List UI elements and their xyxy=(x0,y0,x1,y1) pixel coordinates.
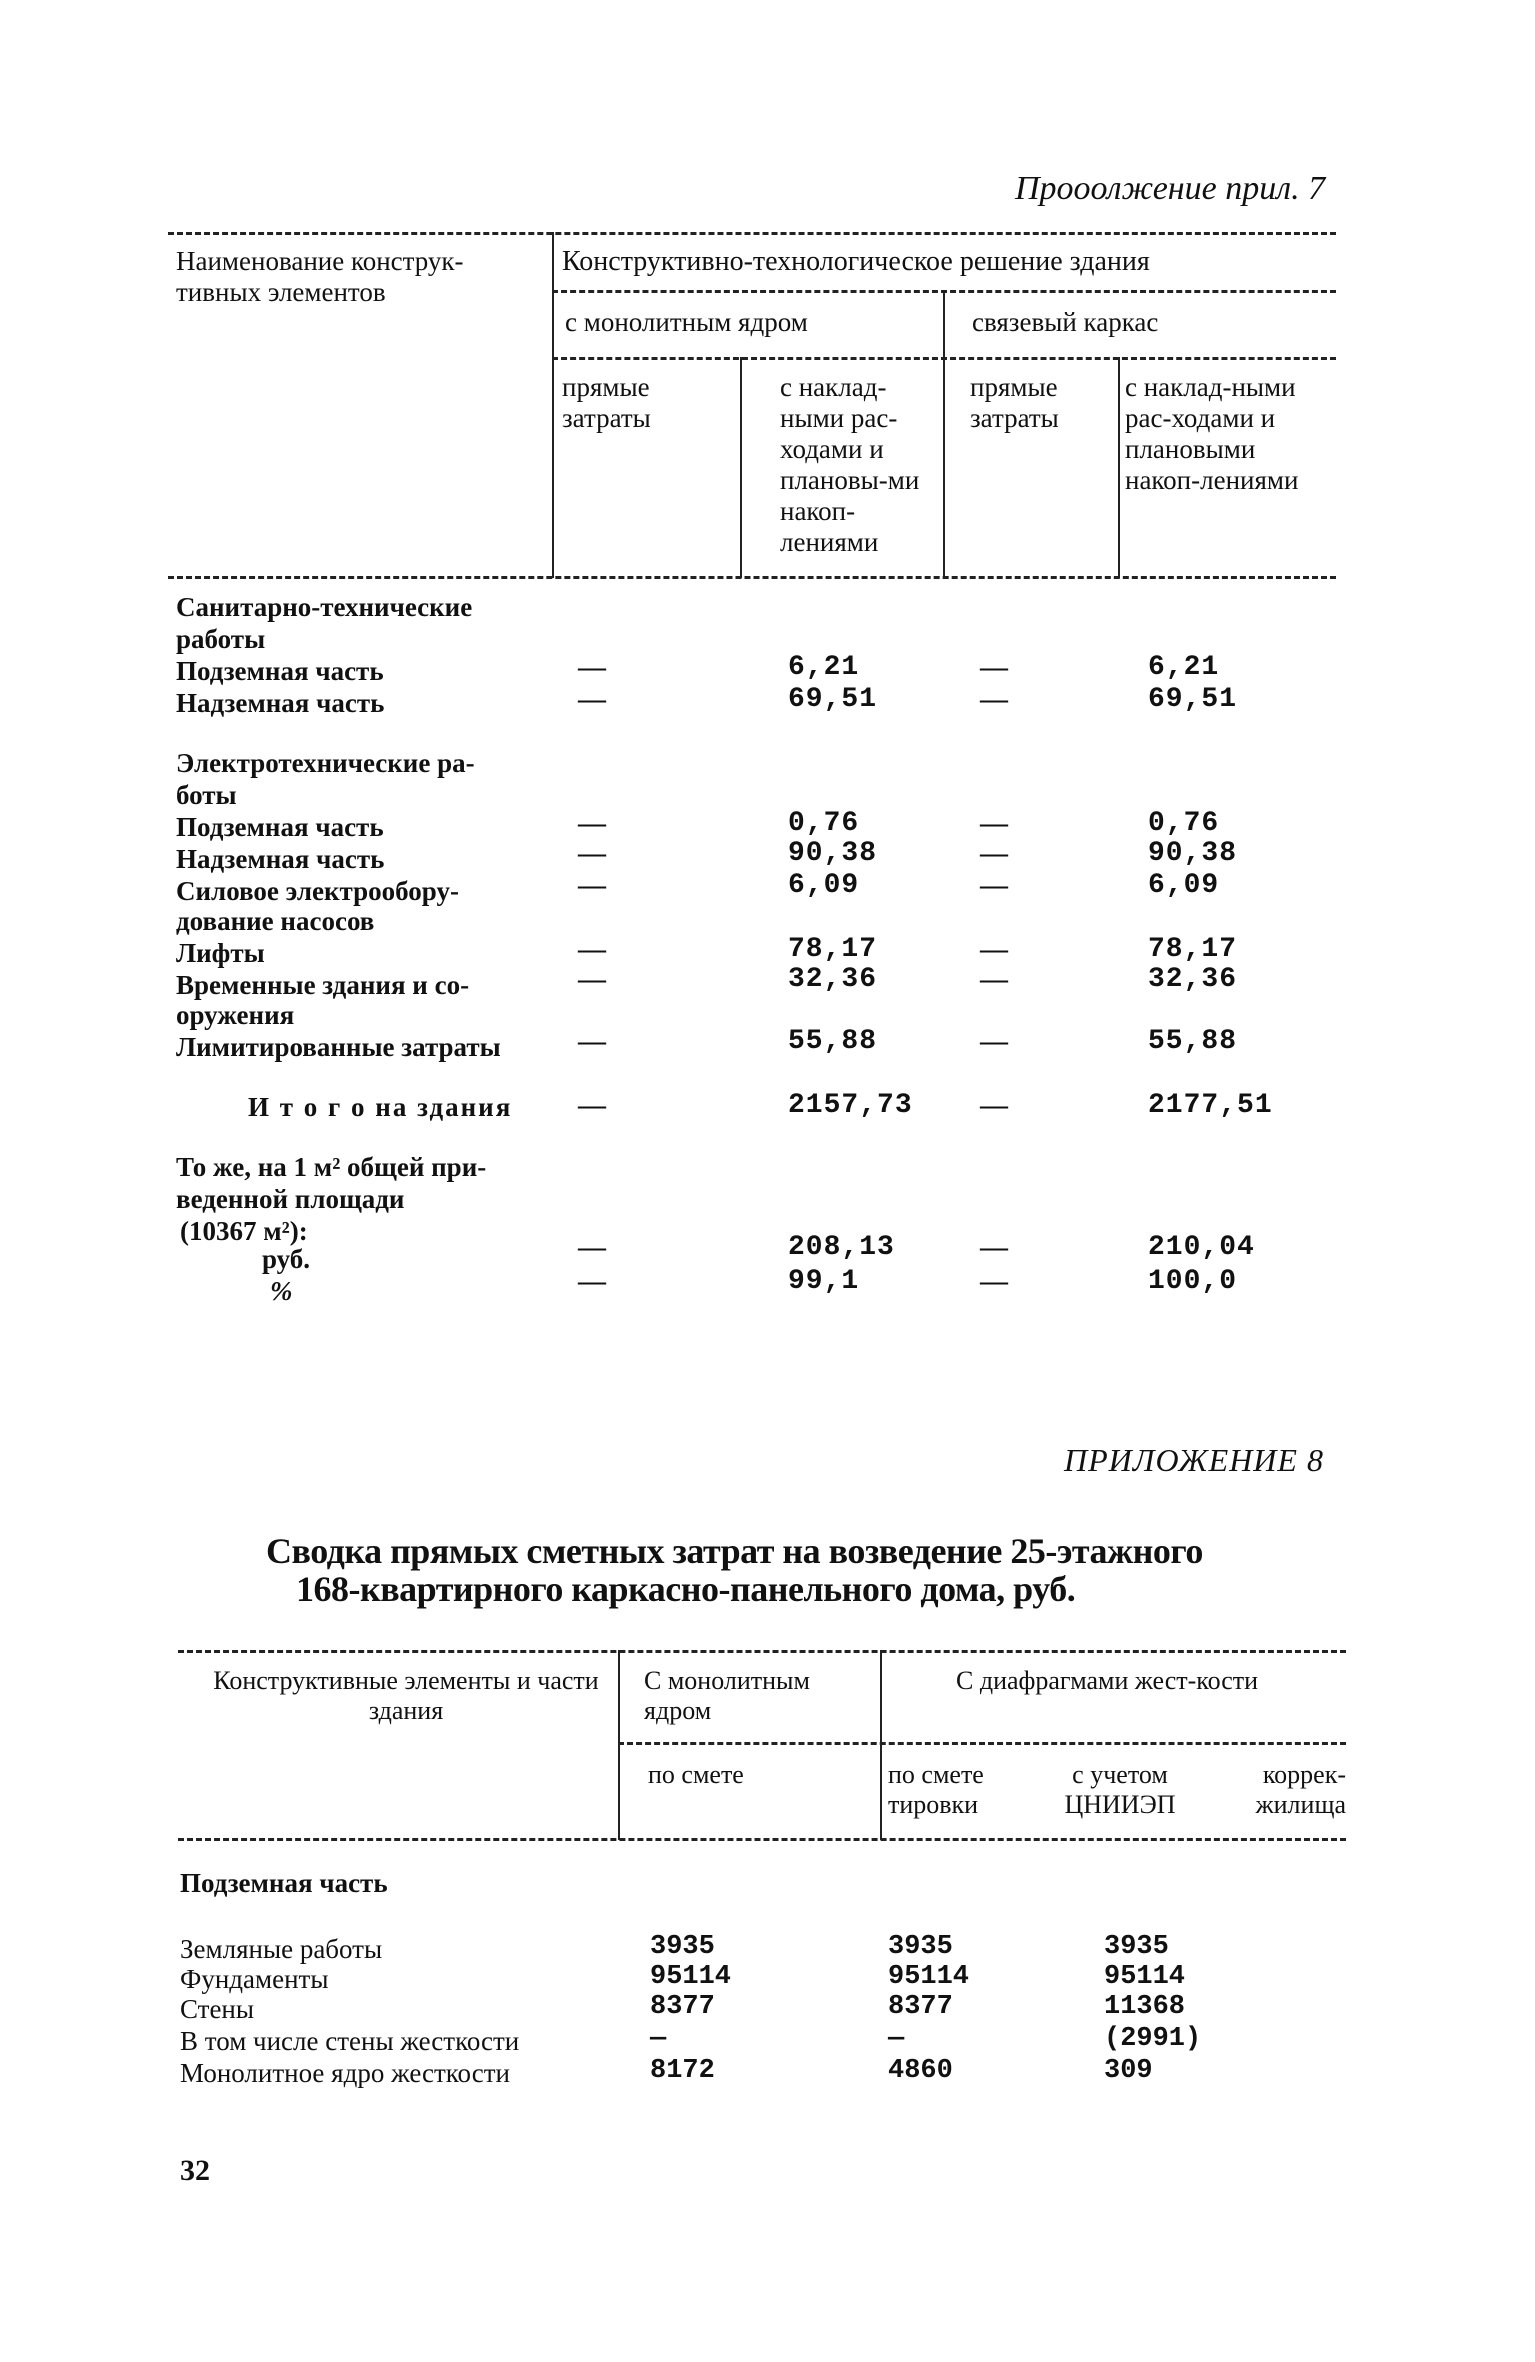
table1-group-monolithic: с монолитным ядром xyxy=(565,307,808,337)
table1-pct-c2: 99,1 xyxy=(788,1266,860,1297)
table2-row-label: Монолитное ядро жесткости xyxy=(180,2058,510,2088)
table2-section: Подземная часть xyxy=(180,1868,388,1898)
table1-row-label: Временные здания и со- xyxy=(176,970,470,1000)
table1-rule-3 xyxy=(552,357,1336,360)
table1-row-label: Надземная часть xyxy=(176,688,385,718)
table2-cell-c2: 3935 xyxy=(888,1932,953,1962)
table2-cell-c2: 4860 xyxy=(888,2056,953,2086)
table2-h-cniiep: с учетом ЦНИИЭП xyxy=(1064,1760,1176,1819)
table2-cell-c3: 95114 xyxy=(1104,1962,1186,1992)
table2-h-monolithic: С монолитным ядром xyxy=(644,1666,810,1725)
table1-row-label: боты xyxy=(176,780,237,810)
table2-title-line2: 168-квартирного каркасно-панельного дома, руб. xyxy=(296,1569,1076,1609)
table1-pct-c3: — xyxy=(980,1266,1008,1297)
table2-row-label: Земляные работы xyxy=(180,1934,383,1964)
table1-cell-c4: 0,76 xyxy=(1148,808,1220,839)
table2-cell-c1: 8377 xyxy=(650,1992,715,2022)
table1-cell-c4: 90,38 xyxy=(1148,838,1238,869)
table1-rub-c4: 210,04 xyxy=(1148,1232,1255,1263)
table1-sub-direct-1: прямые затраты xyxy=(562,372,651,433)
table2-cell-c2: — xyxy=(888,2024,905,2054)
table2-cell-c1: — xyxy=(650,2024,667,2054)
table1-cell-c4: 78,17 xyxy=(1148,934,1238,965)
table1-cell-c3: — xyxy=(980,1026,1008,1057)
table1-header-bottom-rule xyxy=(168,576,1336,579)
table1-row-label: работы xyxy=(176,624,266,654)
table2-rule-2 xyxy=(618,1742,1346,1745)
appendix-label: ПРИЛОЖЕНИЕ 8 xyxy=(1064,1442,1324,1478)
table1-cell-c2: 6,21 xyxy=(788,652,860,683)
table1-cell-c1: — xyxy=(578,684,606,715)
table2-row-label: В том числе стены жесткости xyxy=(180,2026,520,2056)
table1-cell-c3: — xyxy=(980,684,1008,715)
table1-divider xyxy=(552,232,554,578)
table2-h-elements: Конструктивные элементы и части здания xyxy=(213,1666,599,1725)
table1-pct-label: % xyxy=(270,1276,293,1306)
table1-row-label: Подземная часть xyxy=(176,656,384,686)
table1-total-c4: 2177,51 xyxy=(1148,1090,1273,1121)
table2-cell-c3: (2991) xyxy=(1104,2024,1202,2054)
table2-title-line1: Сводка прямых сметных затрат на возведение 25-этажного xyxy=(266,1531,1203,1571)
table1-total-c1: — xyxy=(578,1090,606,1121)
table2-cell-c3: 11368 xyxy=(1104,1992,1186,2022)
table2-h-by-estimate2: по смете тировки xyxy=(888,1760,984,1819)
table1-rub-c3: — xyxy=(980,1232,1008,1263)
table1-row-label: Надземная часть xyxy=(176,844,385,874)
table1-per-m2-line3: (10367 м²): xyxy=(180,1216,308,1246)
table1-sub-overhead-2: с наклад-ными рас-ходами и плановыми накоп-лениями xyxy=(1125,372,1299,495)
table2-cell-c3: 309 xyxy=(1104,2056,1153,2086)
table1-cell-c4: 32,36 xyxy=(1148,964,1238,995)
table1-top-rule xyxy=(168,232,1336,235)
table2-cell-c3: 3935 xyxy=(1104,1932,1169,1962)
table1-row-label: дование насосов xyxy=(176,906,375,936)
table1-cell-c3: — xyxy=(980,808,1008,839)
table1-rub-c1: — xyxy=(578,1232,606,1263)
table1-total-c2: 2157,73 xyxy=(788,1090,913,1121)
table1-cell-c1: — xyxy=(578,808,606,839)
table1-group-frame: связевый каркас xyxy=(972,307,1159,337)
table2-cell-c1: 8172 xyxy=(650,2056,715,2086)
table2-header-bottom-rule xyxy=(178,1838,1346,1841)
table1-cell-c1: — xyxy=(578,652,606,683)
table1-per-m2-line1: То же, на 1 м² общей при- xyxy=(176,1152,487,1182)
table1-cell-c3: — xyxy=(980,870,1008,901)
table2-h-correction: коррек-жилища xyxy=(1255,1760,1346,1819)
table1-cell-c2: 78,17 xyxy=(788,934,878,965)
table1-row-label: Лимитированные затраты xyxy=(176,1032,501,1062)
table1-sub-direct-2: прямые затраты xyxy=(970,372,1059,433)
table1-col-name-header: Наименование конструк-тивных элементов xyxy=(176,246,464,307)
table1-cell-c4: 69,51 xyxy=(1148,684,1238,715)
table1-cell-c3: — xyxy=(980,964,1008,995)
table1-row-label: оружения xyxy=(176,1000,295,1030)
table1-pct-c4: 100,0 xyxy=(1148,1266,1238,1297)
table1-row-label: Санитарно-технические xyxy=(176,592,473,622)
table2-divider-1 xyxy=(618,1650,620,1840)
table2-cell-c2: 95114 xyxy=(888,1962,970,1992)
table1-cell-c2: 0,76 xyxy=(788,808,860,839)
table1-cell-c1: — xyxy=(578,1026,606,1057)
table1-cell-c3: — xyxy=(980,934,1008,965)
table1-cell-c4: 55,88 xyxy=(1148,1026,1238,1057)
table1-row-label: Лифты xyxy=(176,938,265,968)
table1-row-label: Подземная часть xyxy=(176,812,384,842)
table1-cell-c1: — xyxy=(578,934,606,965)
table1-total-c3: — xyxy=(980,1090,1008,1121)
table1-cell-c1: — xyxy=(578,964,606,995)
table2-top-rule xyxy=(178,1650,1346,1653)
table1-row-label: Силовое электрообору- xyxy=(176,876,459,906)
table2-cell-c1: 95114 xyxy=(650,1962,732,1992)
table2-cell-c2: 8377 xyxy=(888,1992,953,2022)
table2-row-label: Фундаменты xyxy=(180,1964,329,1994)
table1-total-label: И т о г о на здания xyxy=(248,1092,513,1122)
table1-cell-c4: 6,21 xyxy=(1148,652,1220,683)
table1-row-label: Электротехнические ра- xyxy=(176,748,475,778)
table1-cell-c2: 6,09 xyxy=(788,870,860,901)
table1-sub-divider-1 xyxy=(740,357,742,578)
table1-rub-c2: 208,13 xyxy=(788,1232,895,1263)
table1-cell-c3: — xyxy=(980,652,1008,683)
table2-h-by-estimate: по смете xyxy=(648,1760,744,1789)
table1-group-divider xyxy=(943,290,945,578)
running-header: Прооолжение прил. 7 xyxy=(1015,170,1326,207)
table1-cell-c2: 32,36 xyxy=(788,964,878,995)
table1-per-m2-line2: веденной площади xyxy=(176,1184,405,1214)
table1-sub-divider-2 xyxy=(1118,357,1120,578)
table1-rub-label: руб. xyxy=(262,1244,311,1274)
table1-solution-header: Конструктивно-технологическое решение здания xyxy=(562,246,1150,277)
table1-cell-c1: — xyxy=(578,838,606,869)
table1-cell-c4: 6,09 xyxy=(1148,870,1220,901)
table1-cell-c2: 55,88 xyxy=(788,1026,878,1057)
table1-cell-c3: — xyxy=(980,838,1008,869)
table1-cell-c2: 69,51 xyxy=(788,684,878,715)
table1-cell-c2: 90,38 xyxy=(788,838,878,869)
table2-cell-c1: 3935 xyxy=(650,1932,715,1962)
table1-pct-c1: — xyxy=(578,1266,606,1297)
table2-h-diaphragm: С диафрагмами жест-кости xyxy=(956,1666,1259,1695)
table2-row-label: Стены xyxy=(180,1994,255,2024)
table1-sub-overhead-1: с наклад-ными рас-ходами и плановы-ми накоп-лениями xyxy=(780,372,920,557)
page-number: 32 xyxy=(180,2154,210,2187)
table1-cell-c1: — xyxy=(578,870,606,901)
table2-divider-2 xyxy=(880,1650,882,1840)
